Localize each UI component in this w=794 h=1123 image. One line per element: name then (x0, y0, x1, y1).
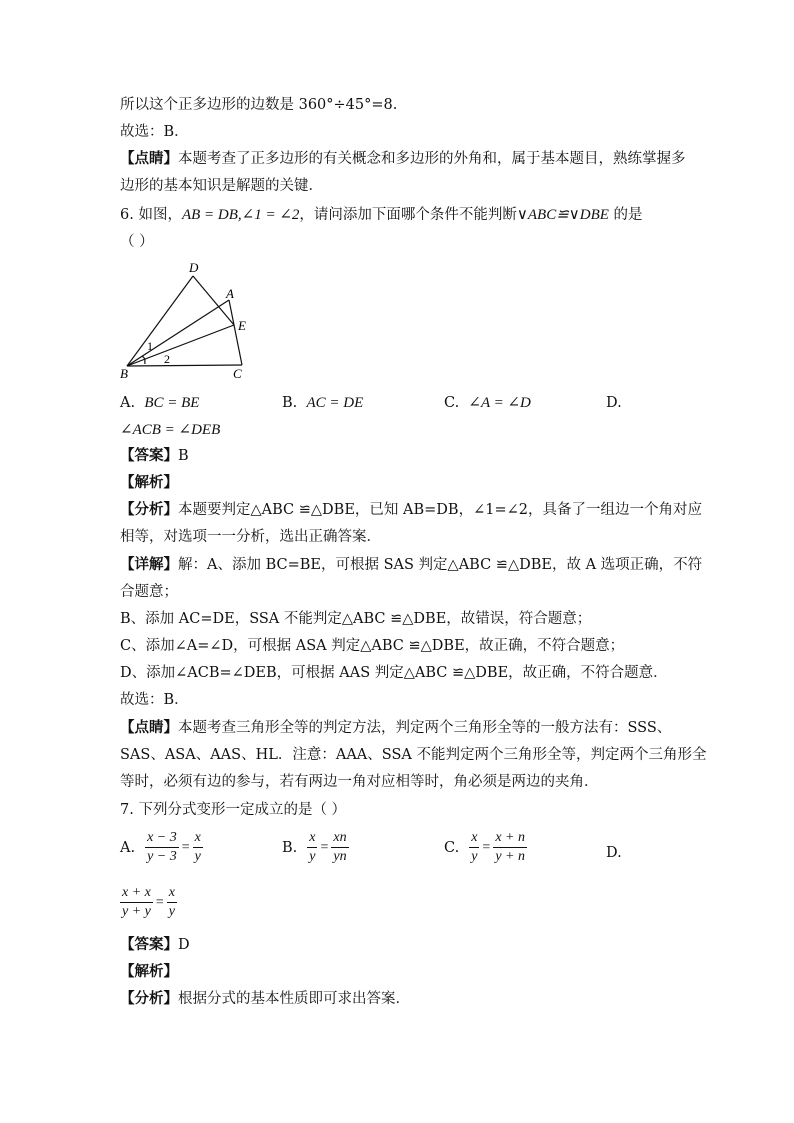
analysis-heading: 【解析】 (120, 474, 178, 491)
fraction (331, 830, 348, 865)
math-expression: ∠ACB = ∠DEB (120, 422, 221, 438)
question-7-stem: 7. 下列分式变形一定成立的是（ ） (120, 802, 347, 818)
option-d-content (120, 420, 220, 440)
answer-paren: （ ） (120, 234, 154, 250)
text-line (120, 149, 686, 169)
section-tag: 【分析】 (120, 501, 178, 518)
text-line: 边形的基本知识是解题的关键． (120, 178, 323, 194)
label-c: C (233, 366, 242, 381)
text-line: 故选：B． (120, 692, 189, 708)
text-line: B、添加 AC=DE，SSA 不能判定△ABC ≌△DBE，故错误，符合题意； (120, 611, 592, 627)
equals-sign: = (155, 894, 164, 910)
option-label: A. (120, 395, 136, 411)
answer-line (120, 935, 190, 955)
fraction (193, 830, 203, 865)
denominator: y (168, 904, 175, 919)
text-span: 本题要判定△ABC ≌△DBE，已知 AB=DB，∠1=∠2，具备了一组边一个角对应 (178, 502, 702, 518)
option-label: D. (606, 845, 622, 861)
fraction (493, 830, 527, 865)
option-a (120, 393, 199, 413)
equals-sign: = (320, 839, 329, 855)
option-label: B. (282, 839, 298, 856)
text-span: 本题考查三角形全等的判定方法，判定两个三角形全等的一般方法有：SSS、 (178, 720, 672, 736)
numerator: x − 3 (145, 830, 179, 848)
label-d: D (189, 260, 199, 275)
text-line (120, 989, 410, 1009)
text-line: 等时，必须有边的参与，若有两边一角对应相等时，角必须是两边的夹角． (120, 774, 599, 790)
text-line: SAS、ASA、AAS、HL．注意：AAA、SSA 不能判定两个三角形全等，判定两个三角形全 (120, 747, 707, 763)
math-expression: ∠A = ∠D (468, 395, 531, 411)
label-angle-1: 1 (147, 339, 153, 353)
numerator: xn (331, 830, 348, 848)
fraction (145, 830, 179, 865)
numerator: x (469, 830, 479, 848)
text-line: C、添加∠A=∠D，可根据 ASA 判定△ABC ≌△DBE，故正确，不符合题意； (120, 638, 625, 654)
section-tag: 【答案】 (120, 447, 178, 464)
label-b: B (120, 366, 128, 381)
triangle-figure (112, 258, 262, 383)
math-expression: ∨ABC≌∨DBE (516, 207, 609, 223)
segment-bd (127, 276, 193, 366)
section-tag: 【点睛】 (120, 719, 178, 736)
option-d (606, 393, 622, 413)
text-line: 故选：B． (120, 124, 189, 140)
denominator: yn (333, 849, 347, 864)
equals-sign: = (181, 839, 190, 855)
denominator: y − 3 (147, 849, 177, 864)
numerator: x (307, 830, 317, 848)
text-span: ，请问添加下面哪个条件不能判断 (299, 207, 517, 223)
denominator: y (471, 849, 478, 864)
text-line (120, 555, 702, 575)
option-b (282, 830, 349, 865)
option-c (444, 830, 527, 865)
section-tag: 【答案】 (120, 936, 178, 953)
answer-value: D (178, 937, 190, 953)
text-line (120, 718, 671, 738)
option-label: D. (606, 395, 622, 411)
option-label: B. (282, 395, 298, 411)
answer-value: B (178, 448, 189, 464)
denominator: y + y (122, 904, 151, 919)
section-tag: 【点睛】 (120, 150, 178, 167)
fraction (307, 830, 317, 865)
option-label: C. (444, 395, 460, 411)
section-tag: 【分析】 (120, 990, 178, 1007)
math-expression: AC = DE (306, 395, 364, 411)
option-label: A. (120, 839, 136, 856)
text-line (120, 500, 702, 520)
math-expression: BC = BE (144, 395, 200, 411)
segment-bc (127, 365, 242, 366)
fraction (469, 830, 479, 865)
math-expression: AB = DB,∠1 = ∠2 (181, 207, 300, 223)
option-d-content (120, 885, 177, 920)
angle-1-arc (142, 356, 145, 359)
text-span: 根据分式的基本性质即可求出答案． (178, 991, 410, 1007)
text-span: 的是 (608, 207, 643, 223)
answer-line (120, 446, 189, 466)
section-tag: 【详解】 (120, 556, 178, 573)
option-b (282, 393, 363, 413)
option-d (606, 843, 622, 863)
label-a: A (226, 286, 234, 301)
equals-sign: = (482, 839, 491, 855)
analysis-heading: 【解析】 (120, 963, 178, 980)
text-line: 相等，对选项一一分析，选出正确答案． (120, 529, 381, 545)
denominator: y (309, 849, 316, 864)
label-angle-2: 2 (164, 352, 170, 366)
denominator: y + n (495, 849, 525, 864)
text-span: 6. 如图， (120, 207, 182, 223)
text-line: 所以这个正多边形的边数是 360°÷45°=8. (120, 97, 398, 113)
numerator: x + x (120, 885, 153, 903)
fraction (167, 885, 177, 920)
numerator: x (167, 885, 177, 903)
question-6-stem (120, 205, 643, 225)
fraction (120, 885, 153, 920)
text-line: 合题意； (120, 584, 178, 600)
numerator: x (193, 830, 203, 848)
option-a (120, 830, 203, 865)
label-e: E (238, 318, 246, 333)
option-c (444, 393, 531, 413)
text-span: 解：A、添加 BC=BE，可根据 SAS 判定△ABC ≌△DBE，故 A 选项正确，不符 (178, 557, 703, 573)
text-line: D、添加∠ACB=∠DEB，可根据 AAS 判定△ABC ≌△DBE，故正确，不符合题意． (120, 665, 668, 681)
text-span: 本题考查了正多边形的有关概念和多边形的外角和，属于基本题目，熟练掌握多 (178, 151, 686, 167)
option-label: C. (444, 839, 460, 856)
denominator: y (194, 849, 201, 864)
numerator: x + n (493, 830, 527, 848)
